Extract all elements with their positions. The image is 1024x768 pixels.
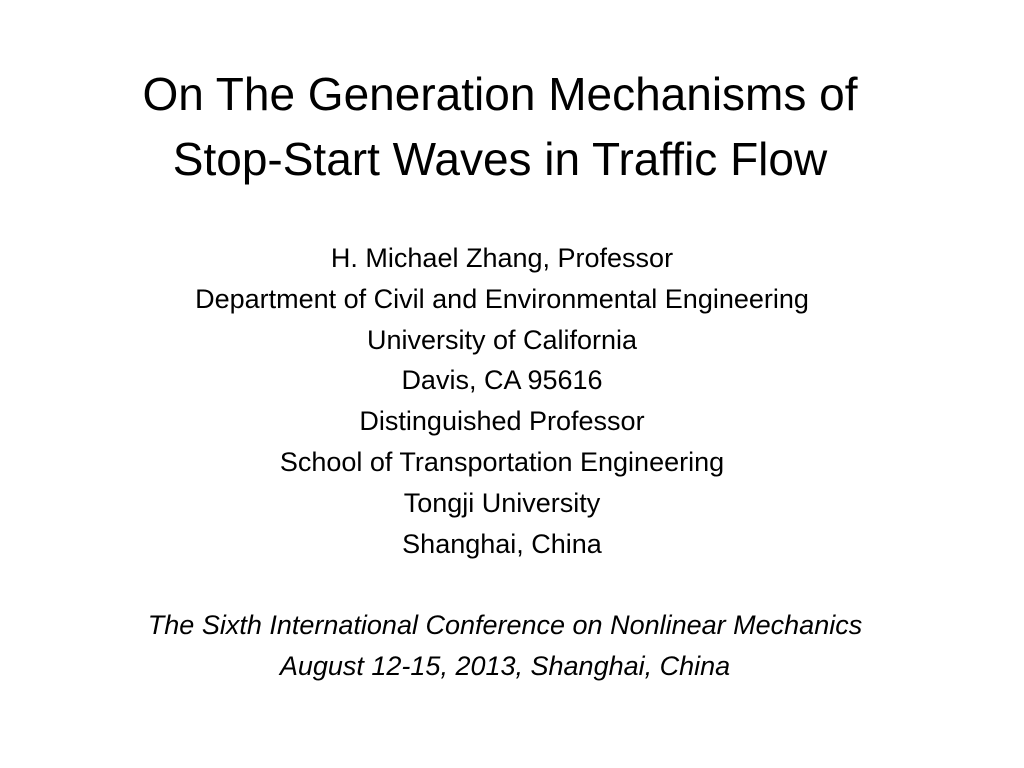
slide-title <box>0 62 1000 192</box>
author-second-university: Tongji University <box>403 487 601 518</box>
title-line-1: On The Generation Mechanisms of <box>142 68 858 120</box>
author-name: H. Michael Zhang, Professor <box>330 243 674 273</box>
conference-date-location: August 12-15, 2013, Shanghai, China <box>279 651 731 681</box>
author-department: Department of Civil and Environmental Engineering <box>195 283 809 314</box>
author-university: University of California <box>366 324 638 355</box>
conference-name: The Sixth International Conference on Nonlinear Mechanics <box>147 610 863 640</box>
title-line-2: Stop-Start Waves in Traffic Flow <box>172 133 828 185</box>
author-second-school: School of Transportation Engineering <box>279 446 725 477</box>
author-second-title: Distinguished Professor <box>359 406 645 437</box>
author-affiliation-block <box>0 238 1004 564</box>
author-location: Davis, CA 95616 <box>401 365 603 396</box>
conference-info-block <box>0 605 1010 687</box>
author-second-location: Shanghai, China <box>402 528 602 559</box>
